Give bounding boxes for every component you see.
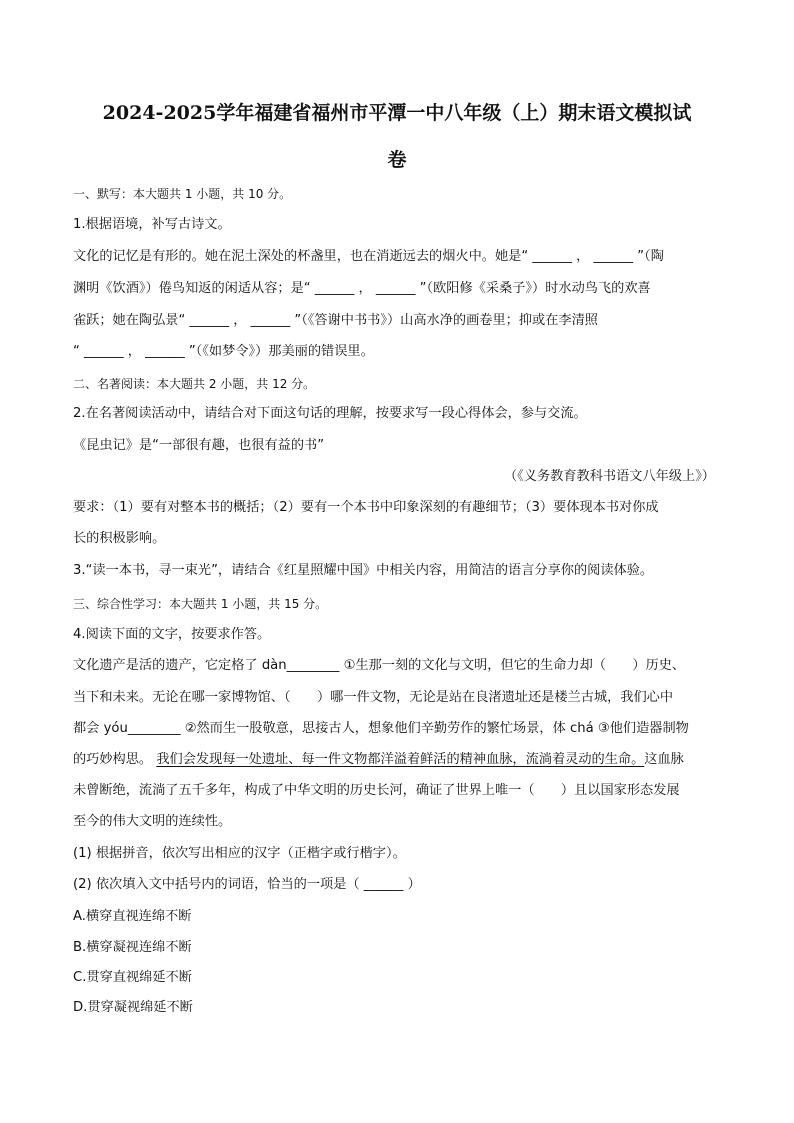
section-3-header: 三、综合性学习：本大题共 1 小题，共 15 分。	[73, 597, 328, 611]
option-a: A.横穿直视连绵不断	[73, 909, 192, 924]
passage-line-5: 未曾断绝，流淌了五千多年，构成了中华文明的历史长河，确证了世界上唯一（ ）且以国家形态发展	[73, 783, 680, 798]
passage-line-2: 当下和未来。无论在哪一家博物馆、（ ）哪一件文物，无论是站在良渚遗址还是楼兰古城，我们心中	[73, 690, 674, 705]
question-2-source: （《义务教育教科书语文八年级上》）	[504, 469, 715, 484]
question-1-line-1: 文化的记忆是有形的。她在泥土深处的杯盏里，也在消逝远去的烟火中。她是“ ______ ， ______ ”（陶	[73, 249, 664, 264]
passage-line-6: 至今的伟大文明的连续性。	[73, 814, 232, 829]
passage-line-4-tail: 这血脉	[644, 752, 684, 767]
option-d: D.贯穿凝视绵延不断	[73, 1000, 193, 1015]
question-2-requirements-line-1: 要求：（1）要有对整本书的概括；（2）要有一个本书中印象深刻的有趣细节；（3）要体现本书对你成	[73, 500, 659, 515]
question-3: 3.“读一本书，寻一束光”，请结合《红星照耀中国》中相关内容，用简洁的语言分享你的阅读体验。	[73, 563, 654, 578]
question-2-prompt: 2.在名著阅读活动中，请结合对下面这句话的理解，按要求写一段心得体会，参与交流。	[73, 406, 587, 421]
page-title-line-2: 卷	[387, 149, 407, 171]
page-title-line-1: 2024-2025学年福建省福州市平潭一中八年级（上）期末语文模拟试	[102, 102, 692, 124]
question-2-requirements-line-2: 长的积极影响。	[73, 531, 166, 546]
underlined-sentence: 我们会发现每一处遗址、每一件文物都洋溢着鲜活的精神血脉，流淌着灵动的生命。	[156, 752, 645, 767]
section-1-header: 一、默写：本大题共 1 小题，共 10 分。	[73, 187, 292, 201]
question-1-line-3: 雀跃；她在陶弘景“ ______ ， ______ ”（《答谢中书书》）山高水净的画卷里；抑或在李清照	[73, 313, 598, 328]
question-1-prompt: 1.根据语境，补写古诗文。	[73, 217, 231, 232]
option-c: C.贯穿直视绵延不断	[73, 970, 192, 985]
option-b: B.横穿凝视连绵不断	[73, 940, 192, 955]
passage-line-1: 文化遗产是活的遗产，它定格了 dàn________ ①生那一刻的文化与文明，但它的生命力却（ ）历史、	[73, 658, 686, 673]
question-1-line-2: 渊明《饮酒》）倦鸟知返的闲适从容；是“ ______ ， ______ ”（欧阳修《采桑子》）时水动鸟飞的欢喜	[73, 281, 651, 296]
passage-line-3: 都会 yóu________ ②然而生一股敬意，思接古人，想象他们辛勤劳作的繁忙场景，体 chá ③他们造器制物	[73, 721, 689, 736]
passage-line-4-text: 的巧妙构思。	[73, 752, 157, 767]
question-2-quote: 《昆虫记》是“一部很有趣，也很有益的书”	[73, 438, 325, 453]
sub-question-1: (1) 根据拼音，依次写出相应的汉字（正楷字或行楷字）。	[73, 846, 406, 861]
question-4-prompt: 4.阅读下面的文字，按要求作答。	[73, 627, 271, 642]
section-2-header: 二、名著阅读：本大题共 2 小题，共 12 分。	[73, 377, 316, 391]
question-1-line-4: “ ______ ， ______ ”（《如梦令》）那美丽的错误里。	[73, 344, 374, 359]
sub-question-2: (2) 依次填入文中括号内的词语，恰当的一项是（ ______ ）	[73, 877, 421, 892]
passage-line-4	[73, 751, 684, 769]
